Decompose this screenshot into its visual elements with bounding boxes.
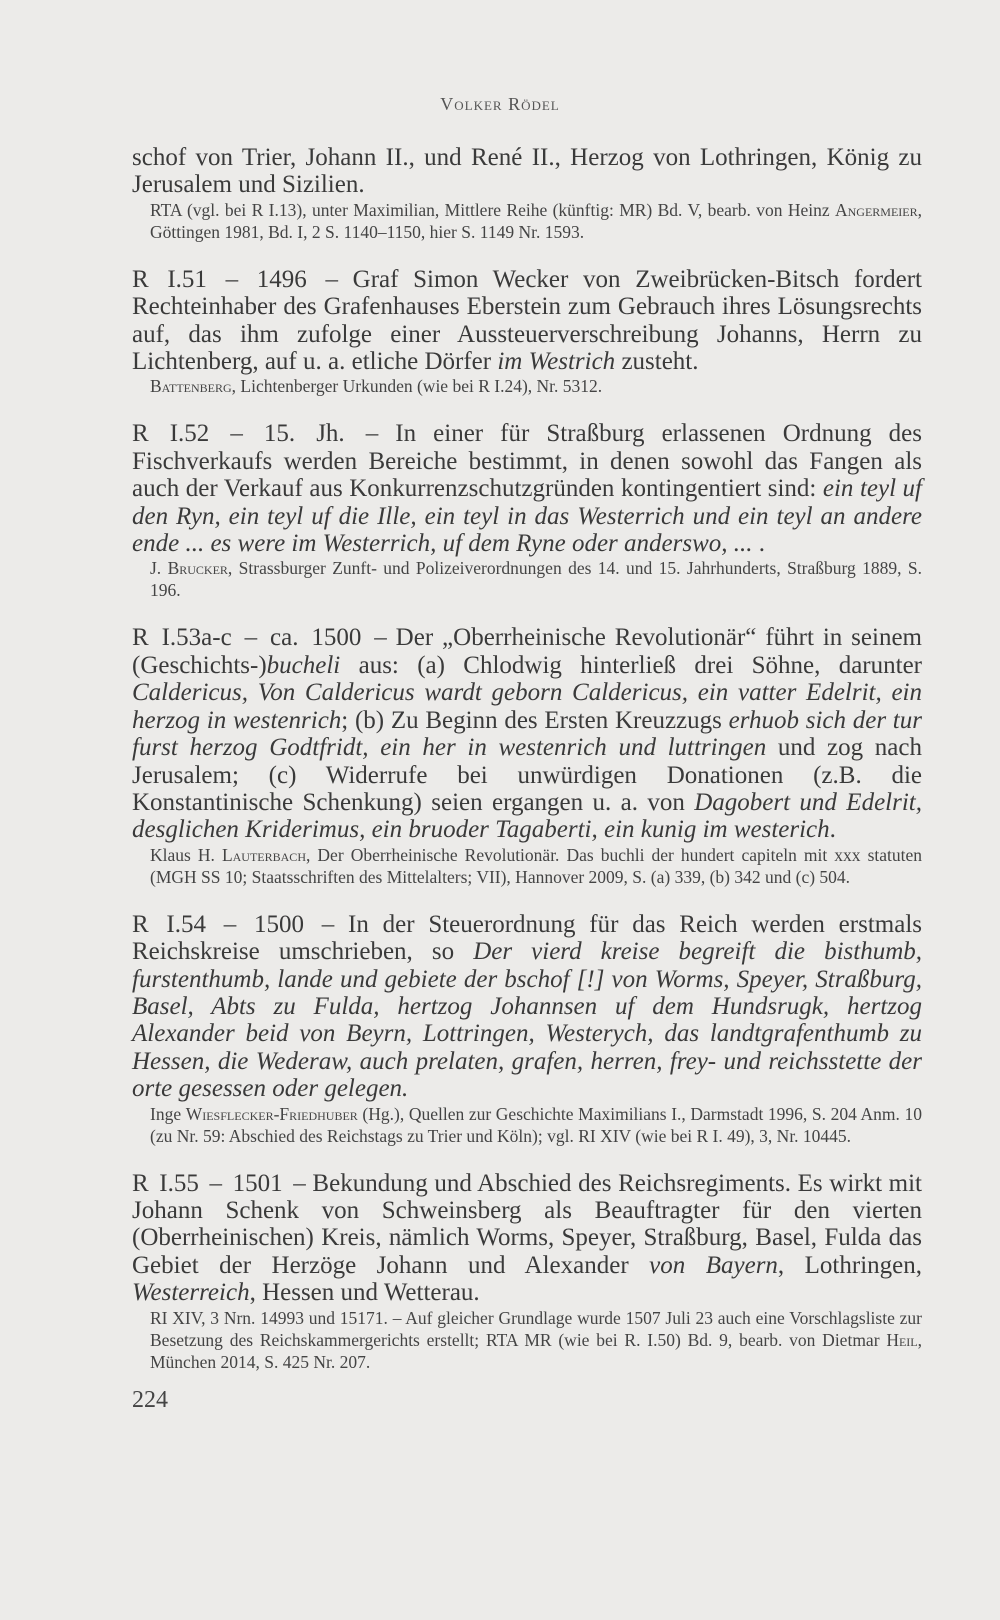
running-header: Volker Rödel — [440, 94, 560, 114]
entry-r-i-53-note: Klaus H. Lauterbach, Der Oberrheinische Revolutionär. Das buchli der hundert capiteln mit xxx statuten (MGH SS 10; Staatsschriften des Mittelalters; VII), Hannover 2009, S. (a) 339, (b) 342 und (c) 504. — [150, 844, 923, 887]
entry-r-i-52: R I.52 – 15. Jh. – In einer für Straßburg erlassenen Ordnung des Fischverkaufs werden Bereiche bestimmt, in denen sowohl das Fangen als auch der Verkauf aus Konkurrenzschutzgründen kontingentiert sind: ein teyl uf den Ryn, ein teyl uf die Ille, ein teyl in das Westerrich und ein teyl an andere ende ... es were im Westerrich, uf dem Ryne oder anderswo, ... . — [132, 420, 923, 558]
entry-r-i-55-note: RI XIV, 3 Nrn. 14993 und 15171. – Auf gleicher Grundlage wurde 1507 Juli 23 auch eine Vorschlagsliste zur Besetzung des Reichskammergerichts erstellt; RTA MR (wie bei R. I.50) Bd. 9, bearb. von Dietmar Heil, München 2014, S. 425 Nr. 207. — [150, 1307, 922, 1372]
page-body — [132, 144, 922, 1373]
intro-paragraph: schof von Trier, Johann II., und René II., Herzog von Lothringen, König zu Jerusalem und Sizilien. — [132, 144, 922, 199]
entry-r-i-51-note: Battenberg, Lichtenberger Urkunden (wie bei R I.24), Nr. 5312. — [150, 376, 603, 397]
entry-r-i-54-note: Inge Wiesflecker-Friedhuber (Hg.), Quellen zur Geschichte Maximilians I., Darmstadt 1996, S. 204 Anm. 10 (zu Nr. 59: Abschied des Reichstags zu Trier und Köln); vgl. RI XIV (wie bei R I. 49), 3, Nr. 10445. — [150, 1103, 922, 1146]
entry-r-i-52-note: J. Brucker, Strassburger Zunft- und Polizeiverordnungen des 14. und 15. Jahrhunderts, Straßburg 1889, S. 196. — [150, 558, 922, 601]
page-number: 224 — [132, 1387, 168, 1413]
entry-r-i-51: R I.51 – 1496 – Graf Simon Wecker von Zweibrücken-Bitsch fordert Rechteinhaber des Grafenhauses Eberstein zum Gebrauch ihres Lösungsrechts auf, das ihm zufolge einer Aussteuerverschreibung Johanns, Herrn zu Lichtenberg, auf u. a. etliche Dörfer im Westrich zusteht. — [132, 265, 922, 376]
intro-note: RTA (vgl. bei R I.13), unter Maximilian, Mittlere Reihe (künftig: MR) Bd. V, bearb. von Heinz Angermeier, Göttingen 1981, Bd. I, 2 S. 1140–1150, hier S. 1149 Nr. 1593. — [150, 199, 922, 242]
entry-r-i-54: R I.54 – 1500 – In der Steuerordnung für das Reich werden erstmals Reichskreise umschrieben, so Der vierd kreise begreift die bisthumb, furstenthumb, lande und gebiete der bschof [!] von Worms, Speyer, Straßburg, Basel, Abts zu Fulda, hertzog Johannsen uf dem Hundsrugk, hertzog Alexander beid von Beyrn, Lottringen, Westerych, das landtgrafenthumb zu Hessen, die Wederaw, auch prelaten, grafen, herren, frey- und reichsstette der orte gesessen oder gelegen. — [132, 910, 922, 1103]
entry-r-i-53: R I.53a-c – ca. 1500 – Der „Oberrheinische Revolutionär“ führt in seinem (Geschichts-)bucheli aus: (a) Chlodwig hinterließ drei Söhne, darunter Caldericus, Von Caldericus wardt geborn Caldericus, ein vatter Edelrit, ein herzog in westenrich; (b) Zu Beginn des Ersten Kreuzzugs erhuob sich der tur furst herzog Godtfridt, ein her in westenrich und luttringen und zog nach Jerusalem; (c) Widerrufe bei unwürdigen Donationen (z.B. die Konstantinische Schenkung) seien ergangen u. a. von Dagobert und Edelrit, desglichen Kriderimus, ein bruoder Tagaberti, ein kunig im westerich. — [132, 624, 922, 844]
entry-r-i-55: R I.55 – 1501 – Bekundung und Abschied des Reichsregiments. Es wirkt mit Johann Schenk von Schweinsberg als Beauftragter für den vierten (Oberrheinischen) Kreis, nämlich Worms, Speyer, Straßburg, Basel, Fulda das Gebiet der Herzöge Johann und Alexander von Bayern, Lothringen, Westerreich, Hessen und Wetterau. — [132, 1169, 923, 1307]
